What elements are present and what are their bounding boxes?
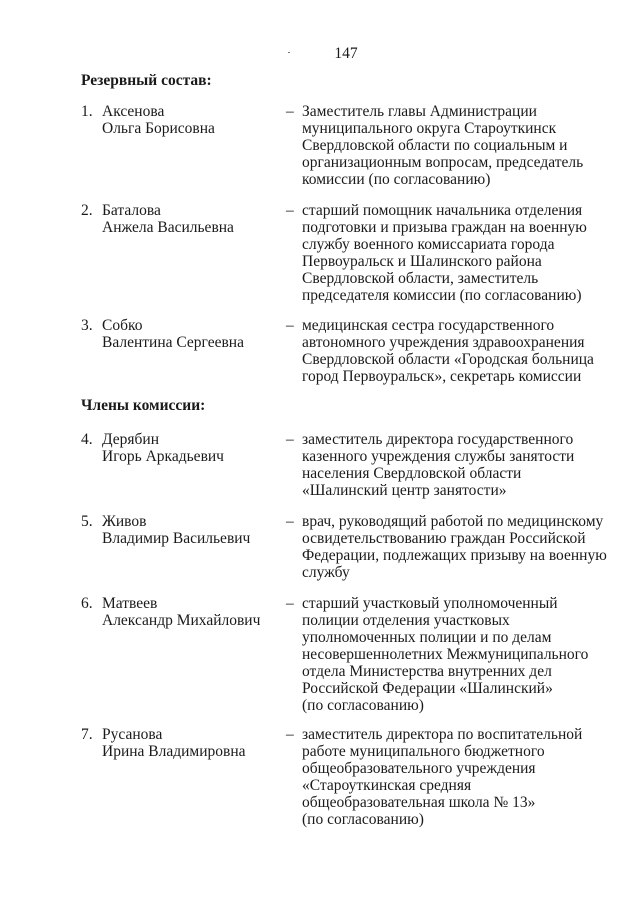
description-line: уполномоченных полиции и по делам	[302, 629, 552, 646]
position-description	[302, 103, 622, 188]
person-name	[102, 431, 282, 465]
description-line: службу военного комиссариата города	[302, 236, 555, 253]
page-number: 147	[334, 45, 358, 62]
dash-separator: –	[286, 317, 294, 334]
description-line: Заместитель главы Администрации	[302, 103, 537, 120]
given-names: Ольга Борисовна	[102, 120, 215, 137]
given-names: Владимир Васильевич	[102, 530, 251, 547]
description-line: старший участковый уполномоченный	[302, 595, 558, 612]
description-line: общеобразовательная школа № 13»	[302, 794, 536, 811]
description-line: Свердловской области «Городская больница	[302, 351, 594, 368]
description-line: Первоуральск и Шалинского района	[302, 253, 542, 270]
dash-separator: –	[286, 103, 294, 120]
description-line: комиссии (по согласованию)	[302, 171, 491, 188]
description-line: заместитель директора государственного	[302, 431, 574, 448]
item-number: 6.	[81, 595, 93, 612]
surname: Матвеев	[102, 595, 158, 612]
description-line: «Шалинский центр занятости»	[302, 482, 507, 499]
person-name	[102, 103, 282, 137]
description-line: муниципального округа Староуткинск	[302, 120, 557, 137]
position-description	[302, 513, 622, 581]
position-description	[302, 595, 622, 714]
description-line: Федерации, подлежащих призыву на военную	[302, 547, 607, 564]
surname: Дерябин	[102, 431, 159, 448]
description-line: организационным вопросам, председатель	[302, 154, 584, 171]
description-line: населения Свердловской области	[302, 465, 522, 482]
item-number: 7.	[81, 726, 93, 743]
given-names: Валентина Сергеевна	[102, 334, 244, 351]
description-line: Свердловской области, заместитель	[302, 270, 539, 287]
description-line: Свердловской области по социальным и	[302, 137, 568, 154]
person-name	[102, 317, 282, 351]
given-names: Анжела Васильевна	[102, 219, 234, 236]
person-name	[102, 202, 282, 236]
description-line: освидетельствованию граждан Российской	[302, 530, 586, 547]
dash-separator: –	[286, 595, 294, 612]
description-line: (по согласованию)	[302, 811, 424, 828]
item-number: 2.	[81, 202, 93, 219]
description-line: медицинская сестра государственного	[302, 317, 555, 334]
given-names: Игорь Аркадьевич	[102, 448, 224, 465]
description-line: автономного учреждения здравоохранения	[302, 334, 585, 351]
surname: Аксенова	[102, 103, 165, 120]
item-number: 3.	[81, 317, 93, 334]
dash-separator: –	[286, 202, 294, 219]
item-number: 5.	[81, 513, 93, 530]
description-line: подготовки и призыва граждан на военную	[302, 219, 587, 236]
surname: Русанова	[102, 726, 163, 743]
position-description	[302, 726, 622, 828]
description-line: отдела Министерства внутренних дел	[302, 663, 552, 680]
position-description	[302, 202, 622, 304]
description-line: врач, руководящий работой по медицинскому	[302, 513, 604, 530]
description-line: работе муниципального бюджетного	[302, 743, 545, 760]
section-title-members: Члены комиссии:	[81, 397, 206, 414]
item-number: 4.	[81, 431, 93, 448]
position-description	[302, 317, 622, 385]
given-names: Ирина Владимировна	[102, 743, 246, 760]
description-line: общеобразовательного учреждения	[302, 760, 536, 777]
description-line: полиции отделения участковых	[302, 612, 510, 629]
description-line: председателя комиссии (по согласованию)	[302, 287, 582, 304]
person-name	[102, 595, 282, 629]
given-names: Александр Михайлович	[102, 612, 261, 629]
dash-separator: –	[286, 431, 294, 448]
section-title-reserve: Резервный состав:	[81, 72, 212, 89]
description-line: (по согласованию)	[302, 697, 424, 714]
surname: Живов	[102, 513, 147, 530]
description-line: Российской Федерации «Шалинский»	[302, 680, 553, 697]
description-line: казенного учреждения службы занятости	[302, 448, 575, 465]
description-line: службу	[302, 564, 350, 581]
description-line: заместитель директора по воспитательной	[302, 726, 583, 743]
dash-separator: –	[286, 513, 294, 530]
person-name	[102, 513, 282, 547]
description-line: несовершеннолетних Межмуниципального	[302, 646, 589, 663]
item-number: 1.	[81, 103, 93, 120]
surname: Баталова	[102, 202, 161, 219]
description-line: старший помощник начальника отделения	[302, 202, 583, 219]
dash-separator: –	[286, 726, 294, 743]
description-line: город Первоуральск», секретарь комиссии	[302, 368, 582, 385]
position-description	[302, 431, 622, 499]
description-line: «Староуткинская средняя	[302, 777, 472, 794]
surname: Собко	[102, 317, 143, 334]
person-name	[102, 726, 282, 760]
